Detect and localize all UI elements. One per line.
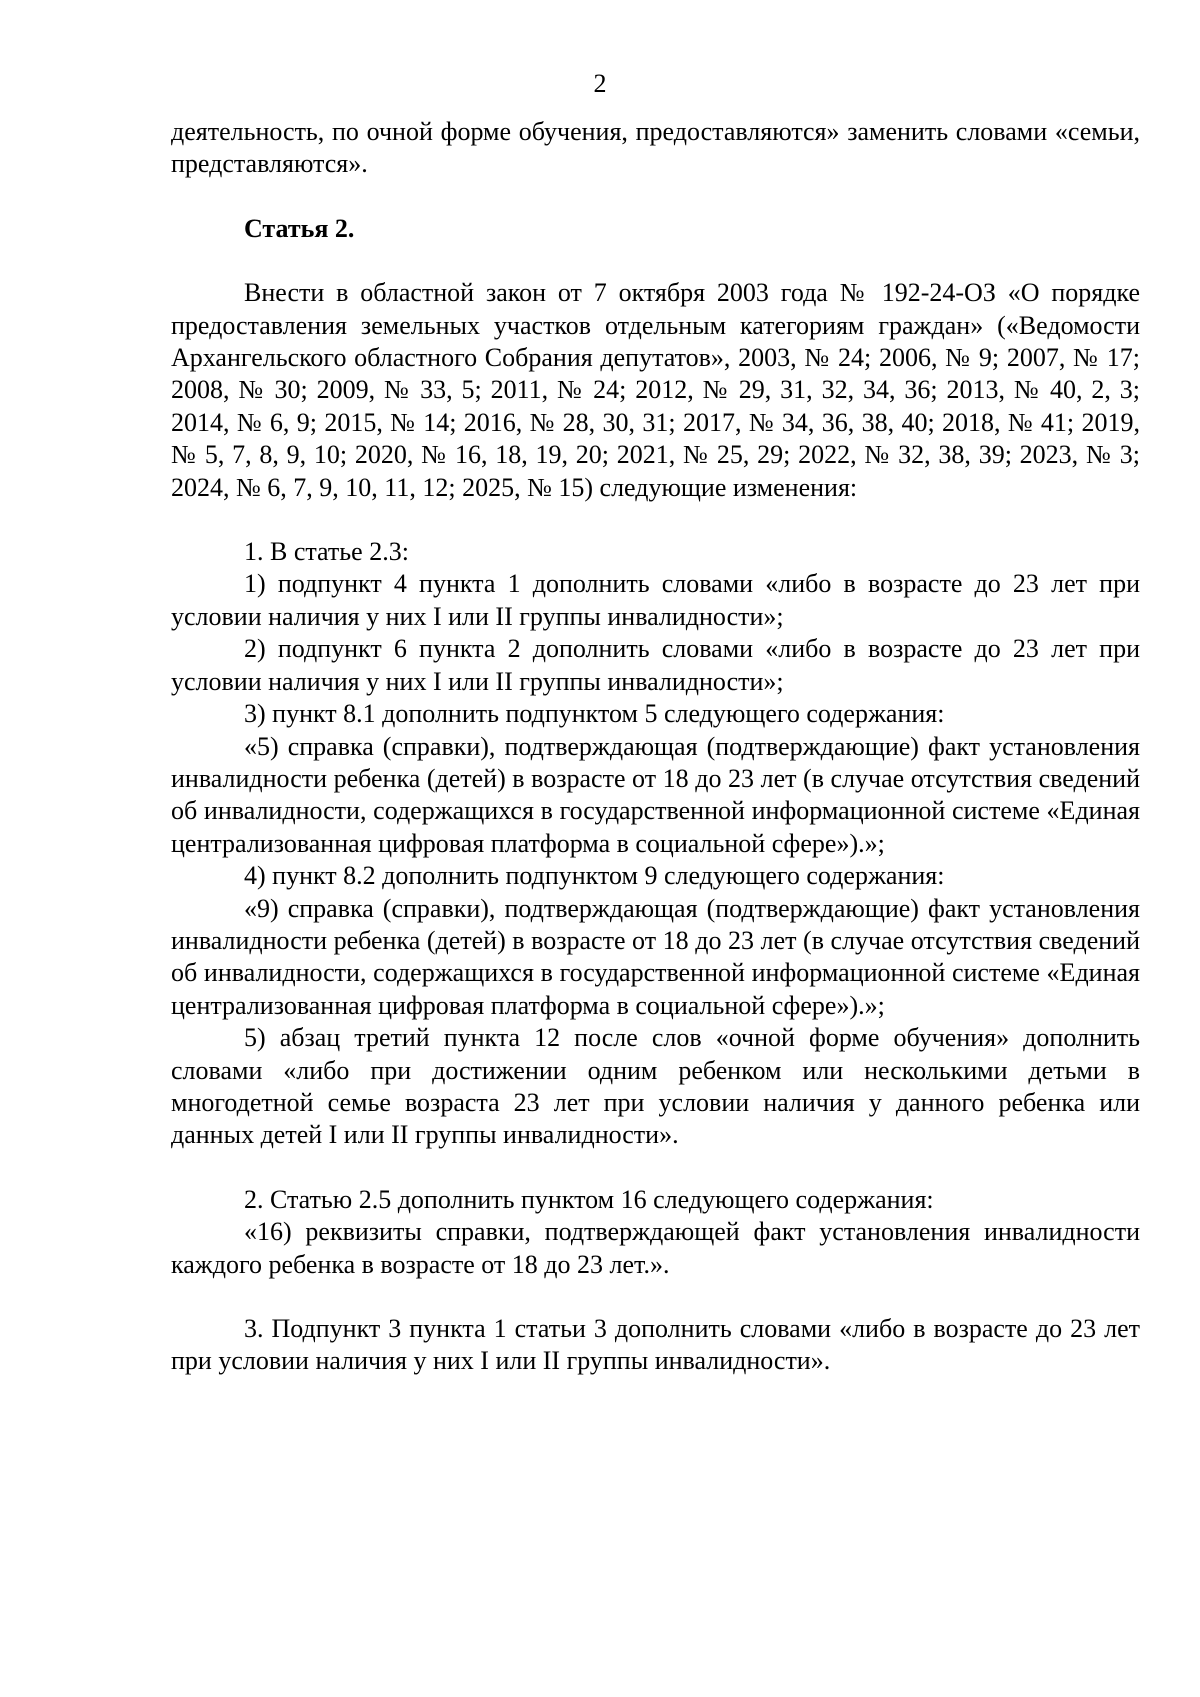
item-2-heading: 2. Статью 2.5 дополнить пунктом 16 следующего содержания:	[244, 1184, 934, 1214]
spacer	[171, 1281, 1140, 1313]
item-1-subpoint-2: 2) подпункт 6 пункта 2 дополнить словами «либо в возрасте до 23 лет при условии наличия у них I или II группы инвалидности»;	[171, 634, 1140, 696]
item-1-subpoint-5: 5) абзац третий пункта 12 после слов «очной форме обучения» дополнить словами «либо при достижении одним ребенком или несколькими детьми в многодетной семье возраста 23 лет при условии наличия у данного ребенка или данных детей I или II группы инвалидности».	[171, 1023, 1140, 1150]
article-title: Статья 2.	[244, 213, 355, 243]
spacer	[171, 181, 1140, 213]
item-1-subpoint-3-quote: «5) справка (справки), подтверждающая (подтверждающие) факт установления инвалидности ребенка (детей) в возрасте от 18 до 23 лет (в случае отсутствия сведений об инвалидности, содержащихся в государственной информационной системе «Единая централизованная цифровая платформа в социальной сфере»).»;	[171, 731, 1140, 858]
spacer	[171, 504, 1140, 536]
item-3-text: 3. Подпункт 3 пункта 1 статьи 3 дополнить словами «либо в возрасте до 23 лет при условии наличия у них I или II группы инвалидности».	[171, 1314, 1140, 1376]
page-number: 2	[593, 69, 607, 98]
item-1-subpoint-4: 4) пункт 8.2 дополнить подпунктом 9 следующего содержания:	[244, 861, 945, 891]
spacer	[171, 245, 1140, 277]
spacer	[171, 1152, 1140, 1184]
document-body	[171, 116, 1140, 1378]
main-paragraph: Внести в областной закон от 7 октября 2003 года № 192-24-ОЗ «О порядке предоставления земельных участков отдельным категориям граждан» («Ведомости Архангельского областного Собрания депутатов», 2003, № 24; 2006, № 9; 2007, № 17; 2008, № 30; 2009, № 33, 5; 2011, № 24; 2012, № 29, 31, 32, 34, 36; 2013, № 40, 2, 3; 2014, № 6, 9; 2015, № 14; 2016, № 28, 30, 31; 2017, № 34, 36, 38, 40; 2018, № 41; 2019, № 5, 7, 8, 9, 10; 2020, № 16, 18, 19, 20; 2021, № 25, 29; 2022, № 32, 38, 39; 2023, № 3; 2024, № 6, 7, 9, 10, 11, 12; 2025, № 15) следующие изменения:	[171, 278, 1140, 502]
item-1-subpoint-3: 3) пункт 8.1 дополнить подпунктом 5 следующего содержания:	[244, 699, 945, 729]
item-1-subpoint-4-quote: «9) справка (справки), подтверждающая (подтверждающие) факт установления инвалидности ребенка (детей) в возрасте от 18 до 23 лет (в случае отсутствия сведений об инвалидности, содержащихся в государственной информационной системе «Единая централизованная цифровая платформа в социальной сфере»).»;	[171, 893, 1140, 1020]
intro-paragraph: деятельность, по очной форме обучения, предоставляются» заменить словами «семьи, представляются».	[171, 117, 1140, 179]
item-1-subpoint-1: 1) подпункт 4 пункта 1 дополнить словами «либо в возрасте до 23 лет при условии наличия у них I или II группы инвалидности»;	[171, 569, 1140, 631]
item-1-heading: 1. В статье 2.3:	[244, 537, 409, 567]
item-2-quote: «16) реквизиты справки, подтверждающей факт установления инвалидности каждого ребенка в возрасте от 18 до 23 лет.».	[171, 1217, 1140, 1279]
